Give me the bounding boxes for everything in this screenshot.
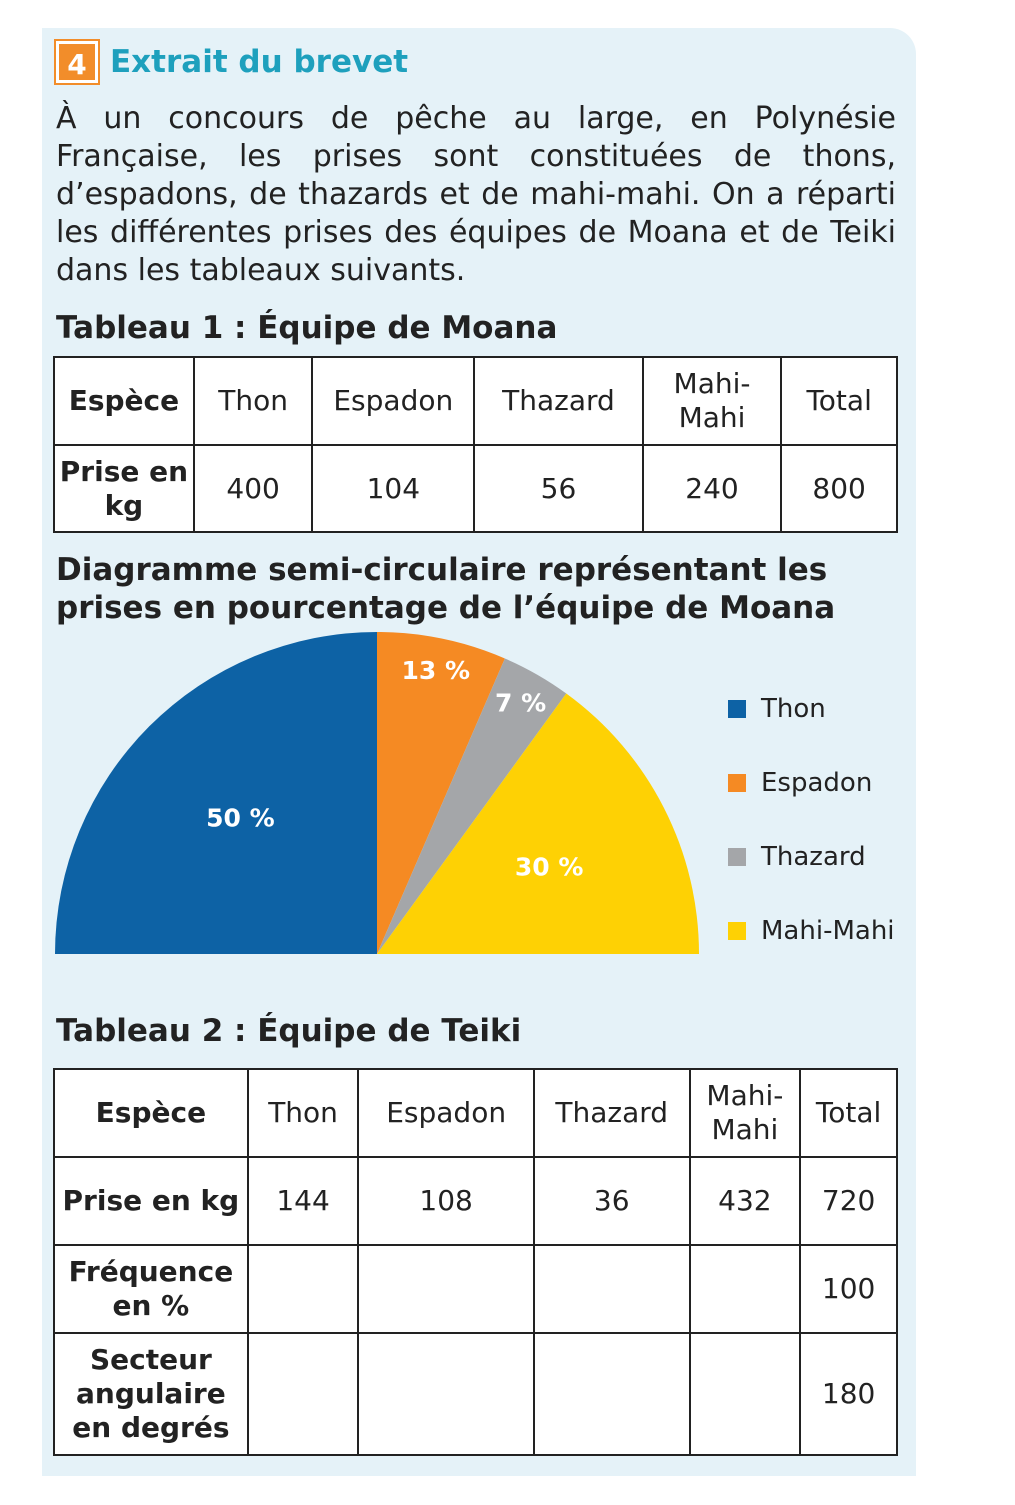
chart-legend [728,672,895,968]
exercise-number-badge: 4 [56,41,98,83]
table2-cell: 100 [800,1245,897,1333]
legend-swatch [728,700,746,718]
slice-thon [55,632,377,954]
semi-circular-chart [52,632,712,962]
table2-row-label: Secteur angulaire en degrés [54,1333,248,1455]
intro-paragraph: À un concours de pêche au large, en Polynésie Française, les prises sont constituées de thons, d’espadons, de thazards et de mahi-mahi. On a réparti les différentes prises des équipes de Moana et de Teiki dans les tableaux suivants. [56,101,896,288]
legend-label: Espadon [761,768,873,798]
table2-header-cell: Mahi-Mahi [690,1069,801,1157]
table2-header-cell: Espadon [358,1069,534,1157]
table2-row [54,1245,897,1333]
slice-label-thazard: 7 % [495,688,547,718]
table2-cell [248,1245,359,1333]
legend-label: Thazard [761,842,866,872]
table2-cell: 36 [534,1157,690,1245]
legend-swatch [728,922,746,940]
chart-title: Diagramme semi-circulaire représentant les prises en pourcentage de l’équipe de Moana [56,552,836,626]
table2-cell [358,1333,534,1455]
table1-header-row [54,357,897,445]
table1-title: Tableau 1 : Équipe de Moana [56,310,558,346]
table2-cell [248,1333,359,1455]
table2-cell: 720 [800,1157,897,1245]
table2-header-row [54,1069,897,1157]
table1-row [54,445,897,532]
table2-row [54,1333,897,1455]
slice-label-mahi-mahi: 30 % [514,852,584,882]
table2-cell [358,1245,534,1333]
table1-header-cell: Thazard [474,357,643,445]
table2-header-cell: Espèce [54,1069,248,1157]
legend-item-mahi-mahi [728,894,895,968]
legend-swatch [728,774,746,792]
table2-cell [690,1333,801,1455]
table1-cell: 56 [474,445,643,532]
table2-cell: 432 [690,1157,801,1245]
slice-label-espadon: 13 % [401,656,471,686]
table1-cell: 240 [643,445,782,532]
table1-cell: 104 [312,445,474,532]
legend-item-thon [728,672,895,746]
legend-label: Mahi-Mahi [761,916,895,946]
exercise-title: Extrait du brevet [110,44,409,80]
table1-header-cell: Total [781,357,897,445]
table1-header-cell: Espadon [312,357,474,445]
legend-label: Thon [761,694,826,724]
table1-cell: 800 [781,445,897,532]
table2-cell [690,1245,801,1333]
table1 [53,356,898,533]
legend-swatch [728,848,746,866]
table2-cell: 144 [248,1157,359,1245]
table1-row-label: Prise en kg [54,445,194,532]
table2-row-label: Fréquence en % [54,1245,248,1333]
table2-header-cell: Thazard [534,1069,690,1157]
table2-cell [534,1333,690,1455]
table1-header-cell: Espèce [54,357,194,445]
table2-header-cell: Total [800,1069,897,1157]
table2-cell [534,1245,690,1333]
table1-header-cell: Thon [194,357,313,445]
table2-title: Tableau 2 : Équipe de Teiki [56,1013,522,1049]
table1-cell: 400 [194,445,313,532]
legend-item-thazard [728,820,895,894]
table2 [53,1068,898,1456]
table2-header-cell: Thon [248,1069,359,1157]
table2-cell: 108 [358,1157,534,1245]
table1-header-cell: Mahi-Mahi [643,357,782,445]
table2-cell: 180 [800,1333,897,1455]
exercise-header [56,40,408,84]
slice-label-thon: 50 % [206,803,275,833]
table2-row [54,1157,897,1245]
table2-row-label: Prise en kg [54,1157,248,1245]
legend-item-espadon [728,746,895,820]
